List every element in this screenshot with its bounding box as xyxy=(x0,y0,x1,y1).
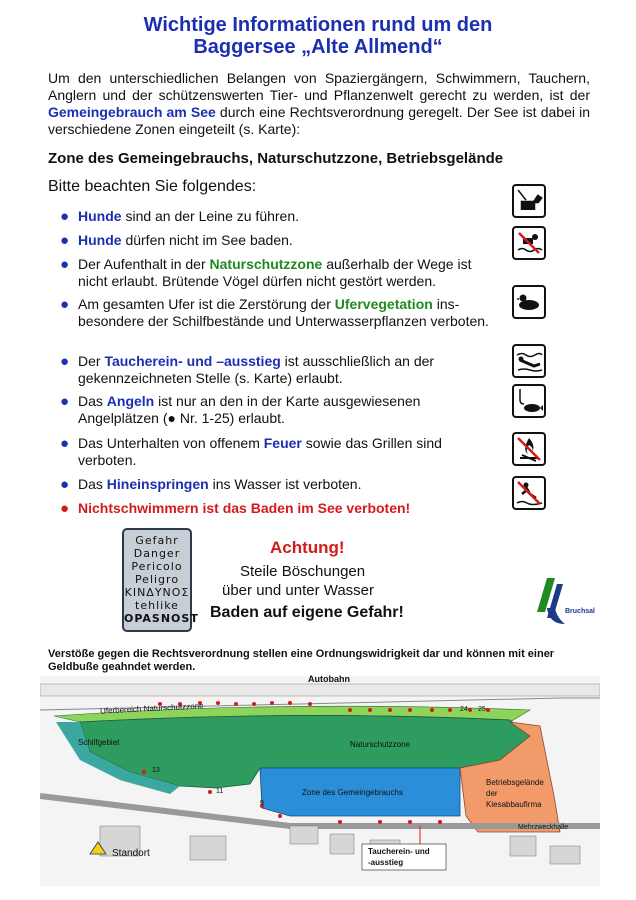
rule-item: ● Der Taucherein- und –ausstieg ist ausschließlich an der gekennzeichneten Stelle (s. Karte) erlaubt. xyxy=(60,353,435,386)
warning-line: über und unter Wasser xyxy=(222,582,375,599)
map-angel-number: 13 xyxy=(152,767,160,774)
beachten-heading: Bitte beachten Sie folgendes: xyxy=(48,178,257,195)
rule-item: ● Hunde dürfen nicht im See baden. xyxy=(60,232,293,249)
danger-sign: Gefahr Danger Pericolo Peligro ΚΙΝΔΥΝΟΣ tehlike OPASNOST xyxy=(122,528,192,632)
warning-emphasis: Baden auf eigene Gefahr! xyxy=(210,604,404,621)
rule-item: ● Das Unterhalten von offenem Feuer sowie das Grillen sind verboten. xyxy=(60,435,442,468)
penalty-notice: Verstöße gegen die Rechtsverordnung stellen eine Ordnungswidrigkeit dar und können mit einer Geldbuße geahndet werden. xyxy=(48,648,555,673)
map-label-autobahn: Autobahn xyxy=(308,674,350,684)
map-label-schilfgebiet: Schilfgebiet xyxy=(78,738,120,747)
map-angel-number: 11 xyxy=(216,788,224,795)
map-label-standort: Standort xyxy=(112,848,150,859)
rule-item: ● Das Angeln ist nur an den in der Karte ausgewiesenen Angelplätzen (● Nr. 1-25) erlaubt. xyxy=(60,393,421,426)
logo-text: Bruchsal xyxy=(565,608,595,615)
warning-line: Steile Böschungen xyxy=(240,563,366,580)
map-label-taucher: -ausstieg xyxy=(368,858,404,867)
map-label-betrieb: Kiesabbaufirma xyxy=(486,800,542,809)
no-jumping-icon xyxy=(512,476,546,510)
map-label-naturschutzzone: Naturschutzzone xyxy=(350,740,411,749)
achtung-title: Achtung! xyxy=(270,538,345,557)
lake-map xyxy=(40,676,600,886)
rule-item: ● Am gesamten Ufer ist die Zerstörung der Ufervegetation ins-besondere der Schilfbestände und Unterwasserpflanzen verboten. xyxy=(60,296,489,329)
map-label-mehrzweckhalle: Mehrzweckhalle xyxy=(518,824,569,831)
map-label-uferbereich: Uferbereich Naturschutzzone xyxy=(99,701,204,716)
intro-text: Um den unterschiedlichen Belangen von Spaziergängern, Schwimmern, Tauchern, Anglern und der schützenswerten Tier- und Pflanzenwelt gerecht zu werden, ist der Gemeingebrauch am See durch eine Rechtsverordnung geregelt. Der See ist dabei in verschiedene Zonen eingeteilt (s. Karte): xyxy=(48,70,590,137)
diver-icon xyxy=(512,344,546,378)
map-label-taucher: Taucherein- und xyxy=(368,847,430,856)
map-angel-number: 25 xyxy=(478,706,486,713)
rule-item: ● Hunde sind an der Leine zu führen. xyxy=(60,208,300,225)
fishing-icon xyxy=(512,384,546,418)
map-label-betrieb: Betriebsgelände xyxy=(486,778,544,787)
map-angel-number: 9 xyxy=(260,800,264,807)
map-angel-number: 24 xyxy=(460,706,468,713)
dog-leash-icon xyxy=(512,184,546,218)
rule-item: ● Das Hineinspringen ins Wasser ist verboten. xyxy=(60,476,362,493)
map-label-betrieb: der xyxy=(486,789,498,798)
map-label-gemeingebrauch: Zone des Gemeingebrauchs xyxy=(302,788,403,797)
no-dog-swimming-icon xyxy=(512,226,546,260)
rule-item: ● Der Aufenthalt in der Naturschutzzone außerhalb der Wege ist nicht erlaubt. Brütende Vögel dürfen nicht gestört werden. xyxy=(60,256,472,289)
bruchsal-logo xyxy=(535,578,597,628)
rule-item: ● Nichtschwimmern ist das Baden im See verboten! xyxy=(60,500,411,517)
no-fire-icon xyxy=(512,432,546,466)
duck-icon xyxy=(512,285,546,319)
page-title: Wichtige Informationen rund um den Baggersee „Alte Allmend“ xyxy=(143,14,493,58)
zones-heading: Zone des Gemeingebrauchs, Naturschutzzone, Betriebsgelände xyxy=(48,150,504,167)
